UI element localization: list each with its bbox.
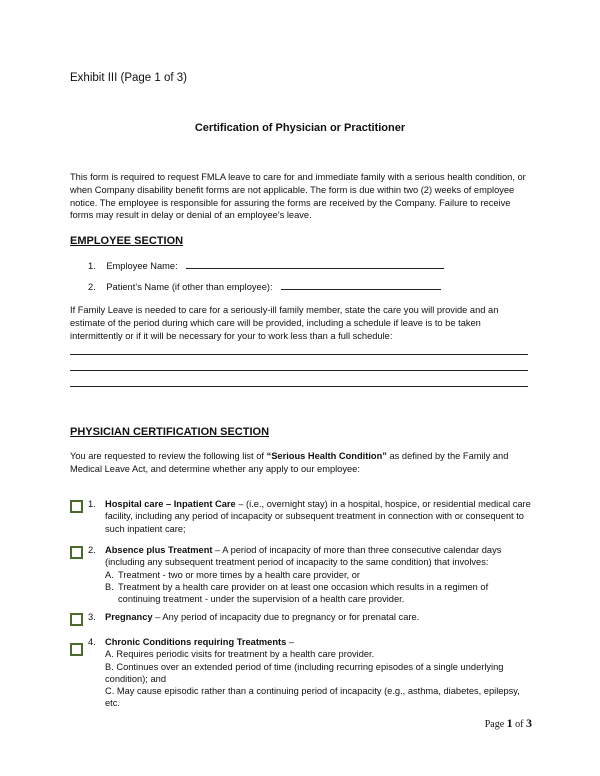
page-number xyxy=(485,716,532,731)
page-current: 1 xyxy=(506,716,513,730)
patient-name-label: Patient’s Name (if other than employee): xyxy=(106,282,273,292)
form-title: Certification of Physician or Practitioner xyxy=(194,122,406,134)
physician-intro-text-end: as defined by the Family and Medical Leave Act, and determine whether any apply to our employee: xyxy=(70,451,509,474)
page-word: Page xyxy=(484,719,507,730)
care-answer-line-2[interactable] xyxy=(70,370,528,371)
patient-name-row xyxy=(88,280,441,292)
employee-name-row xyxy=(88,259,444,271)
care-answer-line-3[interactable] xyxy=(70,386,528,387)
item-text: – Any period of incapacity due to pregnancy or for prenatal care. xyxy=(152,612,420,622)
sub-item-text: Treatment - two or more times by a health care provider, or xyxy=(118,569,360,580)
item-text: – xyxy=(286,637,295,647)
item-number: 4. xyxy=(88,637,96,647)
condition-item-chronic-conditions xyxy=(88,636,532,710)
field-number: 2. xyxy=(88,282,96,292)
item-number: 2. xyxy=(88,545,96,555)
sub-item-letter: B. xyxy=(105,581,114,592)
chronic-line-b: B. Continues over an extended period of time (including recurring episodes of a single underlying condition); and xyxy=(105,661,504,684)
item-text: – A period of incapacity of more than three consecutive calendar days (including any subsequent treatment period of incapacity to the same condition) that involves: xyxy=(105,545,502,568)
employee-section-heading: EMPLOYEE SECTION xyxy=(70,235,184,247)
page-total: 3 xyxy=(526,716,532,730)
condition-item-absence-plus-treatment xyxy=(88,544,532,605)
intro-paragraph: This form is required to request FMLA leave to care for and immediate family with a serious health condition, or when Company disability benefit forms are not applicable. The form is due within two (2) weeks of employee notice. The employee is responsible for assuring the forms are received by the Company. Failure to receive forms may result in delay or denial of an employee’s leave. xyxy=(70,172,526,221)
employee-name-input-line[interactable] xyxy=(186,259,444,269)
physician-intro-text: You are requested to review the following list of xyxy=(70,451,267,461)
sub-item xyxy=(105,581,532,606)
item-title: Pregnancy xyxy=(105,612,153,622)
chronic-conditions-checkbox[interactable] xyxy=(70,643,83,656)
physician-intro xyxy=(70,450,532,476)
sub-item xyxy=(105,569,532,581)
item-title: Absence plus Treatment xyxy=(105,545,213,555)
care-instructions: If Family Leave is needed to care for a seriously-ill family member, state the care you will provide and an estimate of the period during which care will be provided, including a schedule if leave is to be taken intermittently or if it will be necessary for your to work less than a full schedule: xyxy=(70,305,499,341)
condition-item-hospital-care xyxy=(88,498,532,535)
patient-name-input-line[interactable] xyxy=(281,280,441,290)
item-text: – (i.e., overnight stay) in a hospital, hospice, or residential medical care facility, including any period of incapacity or subsequent treatment in connection with or consequent to such inpatient care; xyxy=(105,499,531,534)
page-of-word: of xyxy=(512,719,526,730)
employee-name-label: Employee Name: xyxy=(106,261,178,271)
item-title: Hospital care – Inpatient Care xyxy=(105,499,236,509)
condition-item-pregnancy xyxy=(88,611,532,623)
exhibit-label: Exhibit III (Page 1 of 3) xyxy=(70,72,187,84)
item-number: 1. xyxy=(88,499,96,509)
item-number: 3. xyxy=(88,612,96,622)
serious-health-condition-term: “Serious Health Condition” xyxy=(266,451,387,461)
chronic-line-a: A. Requires periodic visits for treatment by a health care provider. xyxy=(105,649,375,660)
field-number: 1. xyxy=(88,261,96,271)
physician-section-heading: PHYSICIAN CERTIFICATION SECTION xyxy=(70,426,270,438)
care-answer-line-1[interactable] xyxy=(70,354,528,355)
pregnancy-checkbox[interactable] xyxy=(70,613,83,626)
item-title: Chronic Conditions requiring Treatments xyxy=(105,637,287,647)
sub-item-text: Treatment by a health care provider on at least one occasion which results in a regimen of continuing treatment - under the supervision of a health care provider. xyxy=(118,581,489,605)
sub-item-letter: A. xyxy=(105,569,114,580)
chronic-line-c: C. May cause episodic rather than a continuing period of incapacity (e.g., asthma, diabetes, epilepsy, etc. xyxy=(105,686,520,709)
hospital-care-checkbox[interactable] xyxy=(70,500,83,513)
absence-plus-treatment-checkbox[interactable] xyxy=(70,546,83,559)
